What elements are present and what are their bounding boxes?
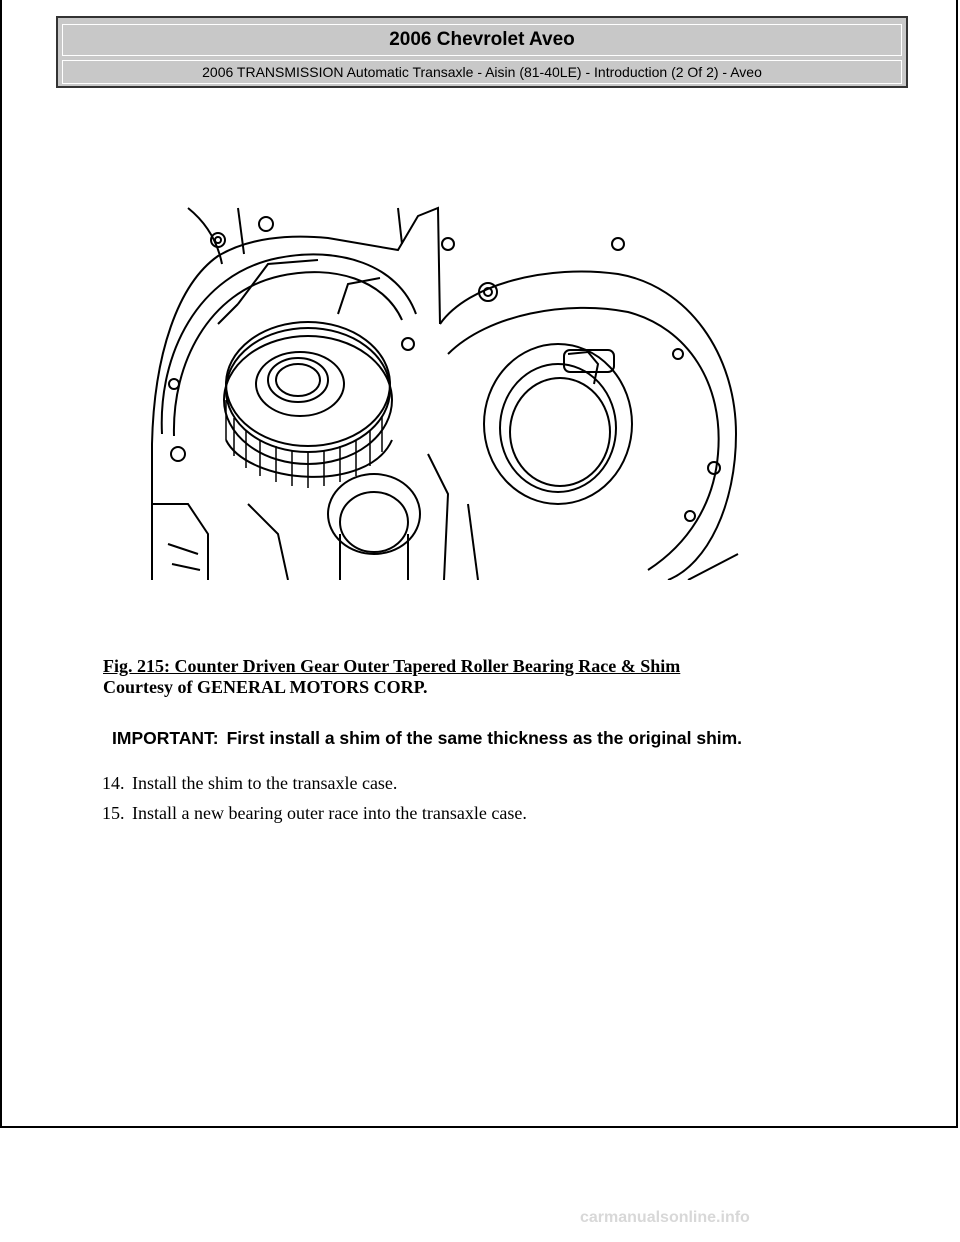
header-title: 2006 Chevrolet Aveo (62, 24, 902, 56)
important-note (112, 728, 742, 749)
important-text: First install a shim of the same thickness as the original shim. (226, 728, 743, 748)
step-number: 14. (102, 773, 125, 793)
list-item (102, 803, 527, 833)
figure-caption (103, 656, 680, 697)
step-text: Install the shim to the transaxle case. (132, 773, 398, 793)
important-label: IMPORTANT: (112, 728, 219, 748)
procedure-steps (102, 773, 527, 833)
step-number: 15. (102, 803, 125, 823)
header-subtitle: 2006 TRANSMISSION Automatic Transaxle - Aisin (81-40LE) - Introduction (2 Of 2) - Aveo (62, 60, 902, 84)
transaxle-case-illustration (148, 204, 740, 580)
step-text: Install a new bearing outer race into the transaxle case. (132, 803, 527, 823)
figure-credit: Courtesy of GENERAL MOTORS CORP. (103, 677, 428, 697)
figure-title: Fig. 215: Counter Driven Gear Outer Tapered Roller Bearing Race & Shim (103, 656, 681, 676)
document-header (56, 16, 908, 88)
watermark: carmanualsonline.info (580, 1209, 750, 1226)
list-item (102, 773, 527, 803)
